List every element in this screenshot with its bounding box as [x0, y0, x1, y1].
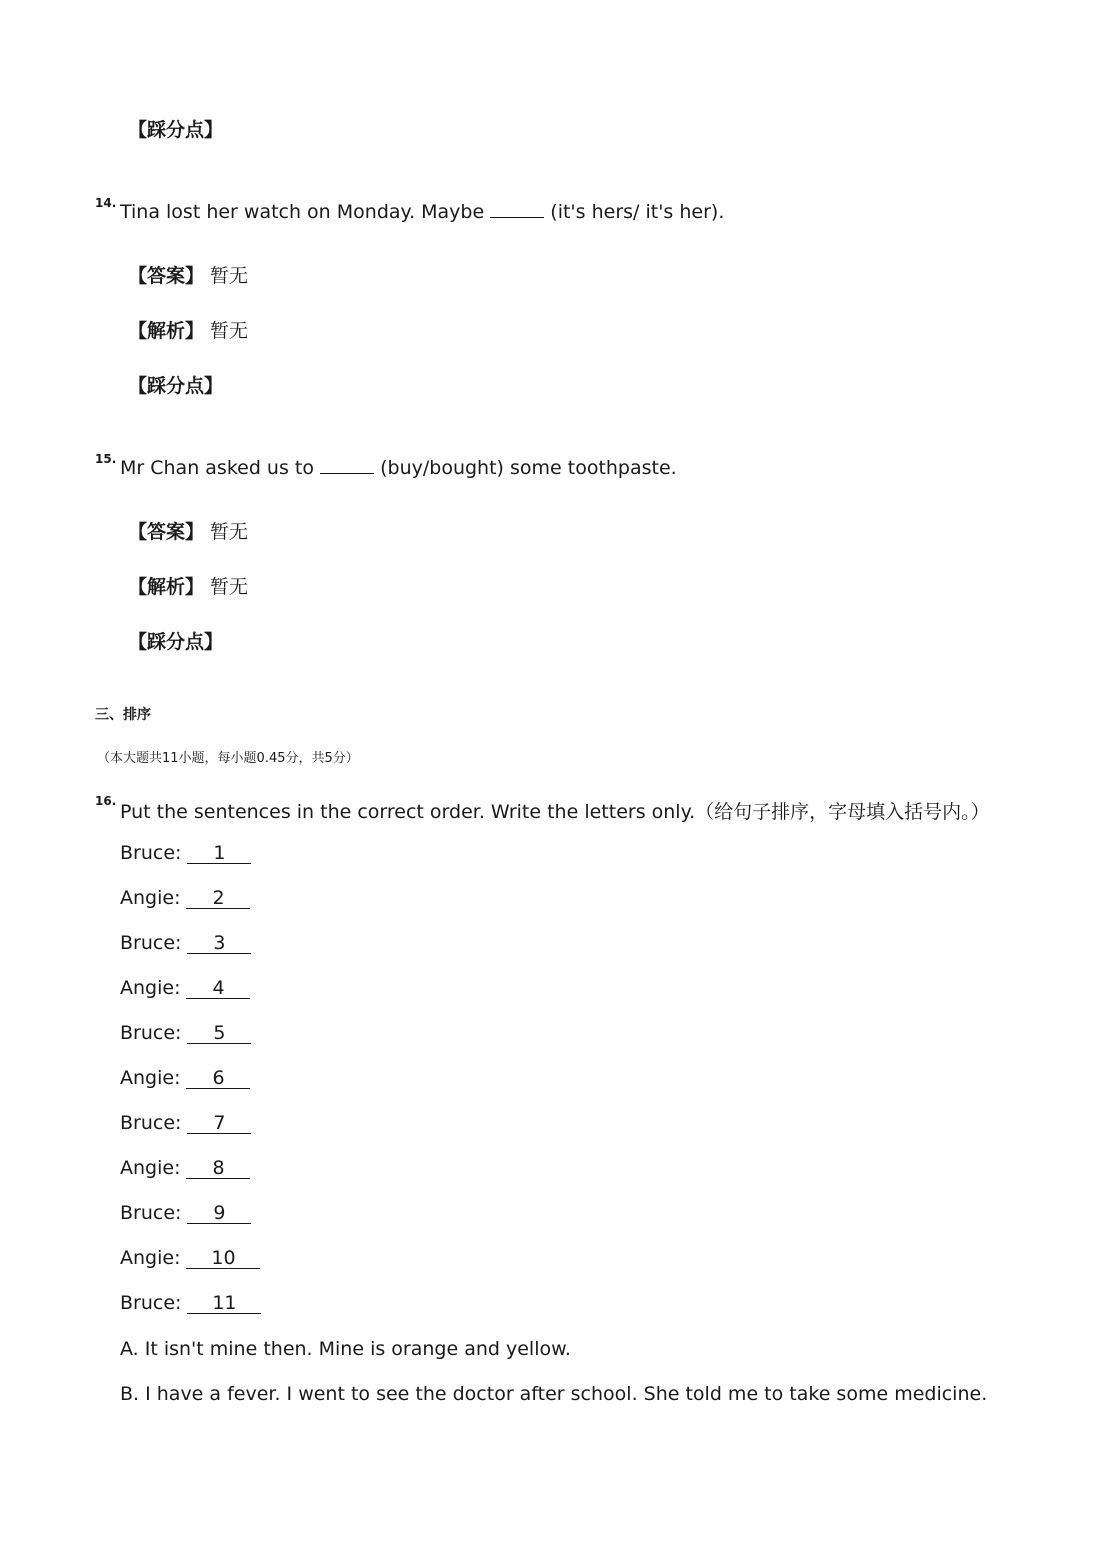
dialogue-answer-blank[interactable]: 10 [186, 1248, 260, 1269]
section-note: （本大题共11小题，每小题0.45分，共5分） [97, 751, 359, 766]
dialogue-speaker: Bruce: [120, 1292, 182, 1314]
q15-text-after: (buy/bought) some toothpaste. [380, 457, 677, 479]
dialogue-answer-blank[interactable]: 3 [187, 933, 251, 954]
dialogue-line [120, 887, 250, 909]
q14-number: 14. [95, 196, 117, 210]
dialogue-line [120, 932, 251, 954]
q15-text-before: Mr Chan asked us to [120, 457, 314, 479]
q14-score-label: 【踩分点】 [128, 375, 224, 397]
dialogue-answer-blank[interactable]: 2 [186, 888, 250, 909]
q14-answer-blank[interactable] [490, 199, 544, 218]
dialogue-answer-blank[interactable]: 8 [186, 1158, 250, 1179]
q14-answer-row [128, 261, 248, 288]
dialogue-line [120, 1157, 250, 1179]
dialogue-speaker: Angie: [120, 1067, 181, 1089]
q15-answer-blank[interactable] [320, 455, 374, 474]
q16-number: 16. [95, 794, 117, 808]
q15-analysis-label: 【解析】 [128, 576, 205, 598]
dialogue-answer-blank[interactable]: 5 [187, 1023, 251, 1044]
q14-question [120, 199, 724, 223]
dialogue-speaker: Angie: [120, 887, 181, 909]
q14-analysis-value: 暂无 [210, 320, 249, 342]
q15-answer-row [128, 517, 248, 544]
dialogue-answer-blank[interactable]: 4 [186, 978, 250, 999]
dialogue-answer-blank[interactable]: 6 [186, 1068, 250, 1089]
q14-answer-label: 【答案】 [128, 265, 205, 287]
dialogue-line [120, 1022, 251, 1044]
dialogue-answer-blank[interactable]: 7 [187, 1113, 251, 1134]
q14-text-before: Tina lost her watch on Monday. Maybe [120, 201, 485, 223]
option-b: B. I have a fever. I went to see the doctor after school. She told me to take some medicine. [120, 1383, 988, 1405]
dialogue-answer-blank[interactable]: 1 [187, 843, 251, 864]
q15-question [120, 455, 677, 479]
option-a: A. It isn't mine then. Mine is orange and yellow. [120, 1338, 571, 1360]
dialogue-speaker: Angie: [120, 1157, 181, 1179]
dialogue-speaker: Bruce: [120, 842, 182, 864]
dialogue-speaker: Angie: [120, 977, 181, 999]
dialogue-line [120, 977, 250, 999]
q14-analysis-label: 【解析】 [128, 320, 205, 342]
dialogue-speaker: Bruce: [120, 1202, 182, 1224]
q14-text-after: (it's hers/ it's her). [550, 201, 725, 223]
dialogue-speaker: Angie: [120, 1247, 181, 1269]
q15-score-label: 【踩分点】 [128, 631, 224, 653]
dialogue-speaker: Bruce: [120, 1022, 182, 1044]
dialogue-answer-blank[interactable]: 11 [187, 1293, 261, 1314]
dialogue-line [120, 1292, 261, 1314]
q15-answer-label: 【答案】 [128, 521, 205, 543]
q14-analysis-row [128, 316, 248, 343]
q15-number: 15. [95, 452, 117, 466]
dialogue-line [120, 842, 251, 864]
dialogue-speaker: Bruce: [120, 932, 182, 954]
dialogue-answer-blank[interactable]: 9 [187, 1203, 251, 1224]
q15-answer-value: 暂无 [210, 521, 249, 543]
q15-analysis-value: 暂无 [210, 576, 249, 598]
dialogue-speaker: Bruce: [120, 1112, 182, 1134]
q13-score-label: 【踩分点】 [128, 119, 224, 141]
section-title: 三、排序 [95, 707, 151, 723]
dialogue-line [120, 1247, 260, 1269]
dialogue-line [120, 1067, 250, 1089]
q15-analysis-row [128, 572, 248, 599]
q14-answer-value: 暂无 [210, 265, 249, 287]
q16-instruction: Put the sentences in the correct order. Write the letters only.（给句子排序，字母填入括号内。） [120, 801, 990, 823]
dialogue-line [120, 1112, 251, 1134]
dialogue-line [120, 1202, 251, 1224]
